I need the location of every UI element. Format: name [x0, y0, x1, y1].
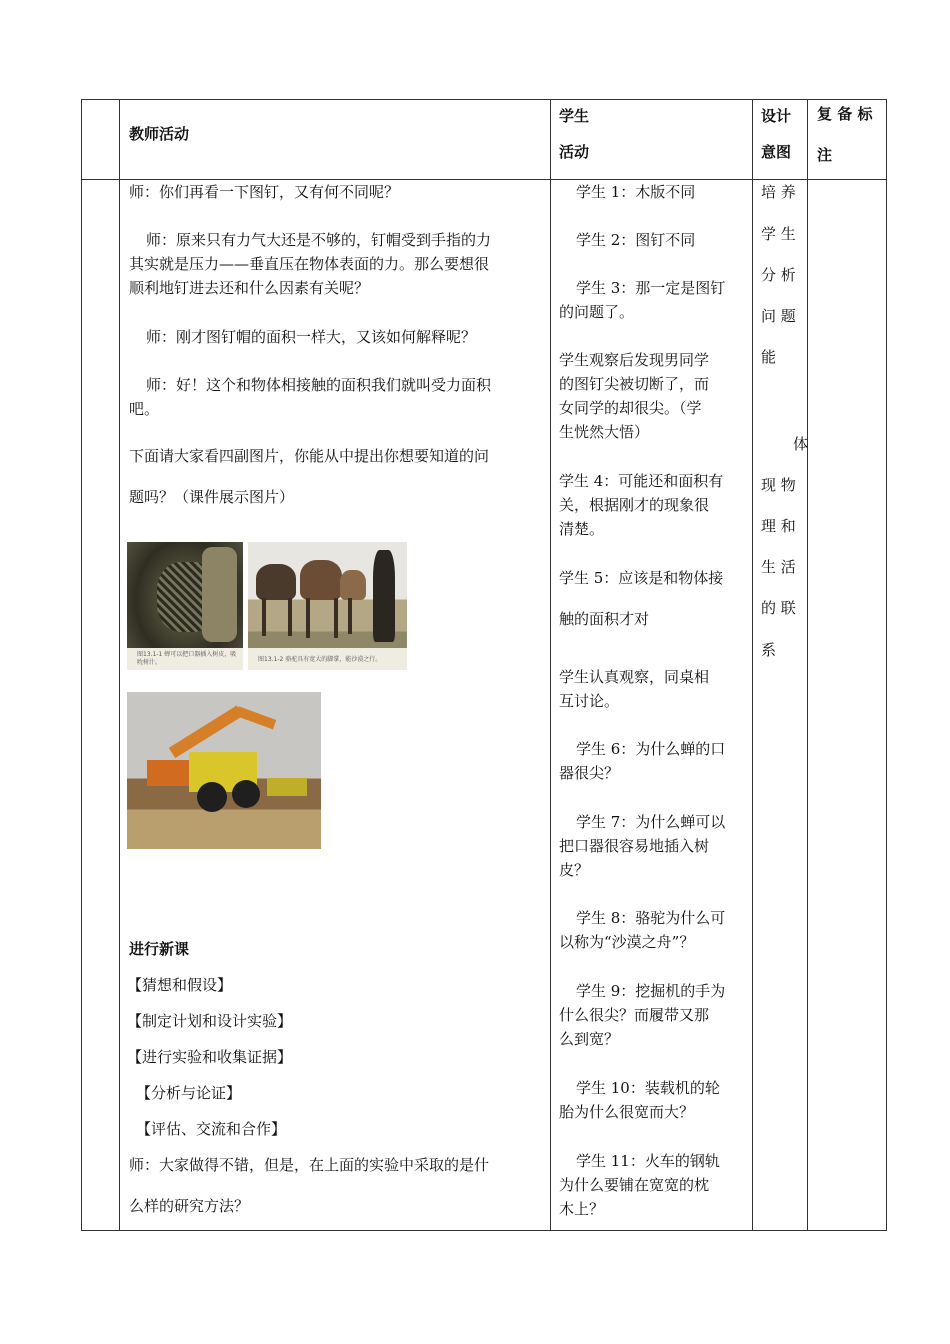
student-11-line3: 木上？	[559, 1200, 605, 1218]
col-divider-3	[752, 99, 753, 1231]
col-divider-4	[807, 99, 808, 1231]
step-hypothesis: 【猜想和假设】	[127, 976, 233, 994]
design-line-3: 分 析	[761, 266, 796, 284]
step-conduct-experiment: 【进行实验和收集证据】	[127, 1048, 293, 1066]
student-9-line1: 学生 9：挖掘机的手为	[576, 982, 726, 1000]
cicada-caption: 图13.1-1 蝉可以把口器插入树皮，吸吮树汁。	[137, 651, 237, 666]
teacher-p4-line1: 师：好！这个和物体相接触的面积我们就叫受力面积	[146, 376, 492, 394]
teacher-p2-line2: 其实就是压力——垂直压在物体表面的力。那么要想很	[129, 255, 490, 273]
student-observe-line2: 的图钉尖被切断了，而	[559, 375, 710, 393]
table-top-border	[81, 99, 887, 100]
teacher-p2-line3: 顺利地钉进去还和什么因素有关呢？	[129, 279, 370, 297]
student-11-line1: 学生 11：火车的钢轨	[576, 1152, 720, 1170]
student-observe-line4: 生恍然大悟）	[559, 423, 650, 441]
student-5-line2: 触的面积才对	[559, 610, 650, 628]
step-evaluation: 【评估、交流和合作】	[136, 1120, 287, 1138]
student-7-line3: 皮？	[559, 861, 590, 879]
camels-photo	[248, 542, 407, 670]
student-10-line2: 胎为什么很宽而大？	[559, 1103, 695, 1121]
student-4-line3: 清楚。	[559, 520, 605, 538]
student-11-line2: 为什么要铺在宽宽的枕	[559, 1176, 710, 1194]
student-7-line2: 把口器很容易地插入树	[559, 837, 710, 855]
student-1: 学生 1：木版不同	[576, 183, 696, 201]
student-5-line1: 学生 5：应该是和物体接	[559, 569, 724, 587]
student-6-line2: 器很尖？	[559, 764, 620, 782]
teacher-p6-line2: 么样的研究方法？	[129, 1197, 250, 1215]
header-review-line1: 复 备 标	[817, 105, 873, 123]
design-line-8: 理 和	[761, 517, 796, 535]
header-design-line1: 设计	[761, 107, 792, 125]
header-review-line2: 注	[817, 146, 833, 164]
col-divider-5	[886, 99, 887, 1231]
teacher-p2-line1: 师：原来只有力气大还是不够的，钉帽受到手指的力	[146, 231, 492, 249]
student-7-line1: 学生 7：为什么蝉可以	[576, 813, 726, 831]
step-analysis: 【分析与论证】	[136, 1084, 242, 1102]
col-divider-1	[119, 99, 120, 1231]
student-observe-line1: 学生观察后发现男同学	[559, 351, 710, 369]
camel-caption: 图13.1-2 骆驼具有宽大的脚掌，能沙漠之行。	[258, 656, 382, 663]
design-line-10: 的 联	[761, 599, 796, 617]
col-divider-0	[81, 99, 82, 1231]
student-9-line2: 什么很尖？而履带又那	[559, 1006, 710, 1024]
design-line-9: 生 活	[761, 558, 796, 576]
student-8-line1: 学生 8：骆驼为什么可	[576, 909, 726, 927]
student-10-line1: 学生 10：装载机的轮	[576, 1079, 720, 1097]
header-design-line2: 意图	[761, 143, 792, 161]
design-line-11: 系	[761, 641, 777, 659]
teacher-p5-line2: 题吗？（课件展示图片）	[129, 488, 295, 506]
teacher-p6-line1: 师：大家做得不错，但是，在上面的实验中采取的是什	[129, 1156, 490, 1174]
excavator-photo	[127, 692, 321, 849]
student-discuss-line2: 互讨论。	[559, 692, 620, 710]
student-2: 学生 2：图钉不同	[576, 231, 696, 249]
header-teacher-activity: 教师活动	[129, 125, 190, 143]
student-4-line1: 学生 4：可能还和面积有	[559, 472, 724, 490]
student-6-line1: 学生 6：为什么蝉的口	[576, 740, 726, 758]
header-student-line1: 学生	[559, 107, 590, 125]
design-line-4: 问 题	[761, 307, 796, 325]
step-plan-experiment: 【制定计划和设计实验】	[127, 1012, 293, 1030]
student-3-line2: 的问题了。	[559, 303, 635, 321]
col-divider-2	[550, 99, 551, 1231]
design-line-7: 现 物	[761, 476, 796, 494]
student-8-line2: 以称为“沙漠之舟”？	[559, 933, 695, 951]
table-bottom-border	[81, 1230, 887, 1231]
header-student-line2: 活动	[559, 143, 590, 161]
new-lesson-heading: 进行新课	[129, 940, 190, 958]
student-discuss-line1: 学生认真观察，同桌相	[559, 668, 710, 686]
teacher-p3: 师：刚才图钉帽的面积一样大，又该如何解释呢？	[146, 328, 477, 346]
design-line-2: 学 生	[761, 225, 796, 243]
design-line-1: 培 养	[761, 183, 796, 201]
student-9-line3: 么到宽？	[559, 1030, 620, 1048]
teacher-p5-line1: 下面请大家看四副图片，你能从中提出你想要知道的问	[129, 447, 490, 465]
teacher-p1: 师：你们再看一下图钉，又有何不同呢？	[129, 183, 400, 201]
design-line-6: 体	[793, 435, 809, 453]
teacher-p4-line2: 吧。	[129, 400, 160, 418]
student-4-line2: 关，根据刚才的现象很	[559, 496, 710, 514]
design-line-5: 能	[761, 348, 777, 366]
cicada-photo	[127, 542, 243, 670]
student-observe-line3: 女同学的却很尖。（学	[559, 399, 702, 417]
student-3-line1: 学生 3：那一定是图钉	[576, 279, 726, 297]
